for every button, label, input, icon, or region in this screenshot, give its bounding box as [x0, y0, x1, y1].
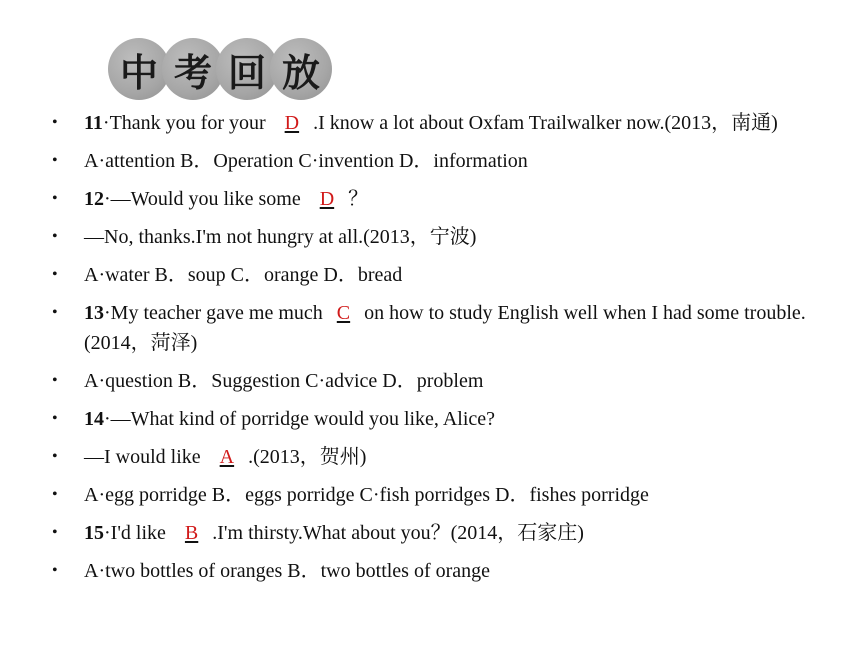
dialogue-12	[0, 222, 860, 252]
answer-text: C	[336, 302, 351, 324]
question-11	[0, 108, 860, 138]
question-number: 14	[84, 408, 104, 430]
question-list	[0, 108, 860, 594]
section-title	[108, 38, 324, 100]
bullet-icon: •	[52, 152, 58, 169]
bullet-icon: •	[52, 266, 58, 283]
options-text: A·egg porridge B．eggs porridge C·fish porridges D．fishes porridge	[84, 484, 649, 506]
question-text-tail: .I know a lot about Oxfam Trailwalker now.(2013，南通)	[313, 112, 778, 134]
answer-text: D	[284, 112, 300, 134]
question-number: 15	[84, 522, 104, 544]
title-char-4: 放	[270, 38, 332, 100]
title-char-1: 中	[108, 38, 170, 100]
bullet-icon: •	[52, 190, 58, 207]
bullet-icon: •	[52, 372, 58, 389]
dialogue-text-tail: .(2013，贺州)	[248, 446, 367, 468]
question-14	[0, 404, 860, 434]
answer-blank	[306, 184, 348, 214]
dialogue-text: —No, thanks.I'm not hungry at all.(2013，宁波)	[84, 226, 477, 248]
bullet-icon: •	[52, 114, 58, 131]
answer-blank	[206, 442, 248, 472]
question-12	[0, 184, 860, 214]
options-text: A·attention B．Operation C·invention D．information	[84, 150, 528, 172]
options-text: A·question B．Suggestion C·advice D．problem	[84, 370, 484, 392]
answer-text: A	[219, 446, 235, 468]
options-12	[0, 260, 860, 290]
question-text: ·—What kind of porridge would you like, Alice?	[104, 408, 496, 430]
question-15	[0, 518, 860, 548]
answer-blank	[271, 108, 313, 138]
options-14	[0, 480, 860, 510]
options-text: A·water B．soup C．orange D．bread	[84, 264, 403, 286]
question-text-tail: .I'm thirsty.What about you？(2014，石家庄)	[212, 522, 584, 544]
answer-blank	[323, 298, 364, 328]
answer-blank	[171, 518, 212, 548]
options-15	[0, 556, 860, 586]
dialogue-text: —I would like	[84, 446, 201, 468]
title-char-2: 考	[162, 38, 224, 100]
bullet-icon: •	[52, 228, 58, 245]
question-text: ·My teacher gave me much	[104, 302, 323, 324]
bullet-icon: •	[52, 304, 58, 321]
title-char-3: 回	[216, 38, 278, 100]
question-number: 13	[84, 302, 104, 324]
question-number: 11	[84, 112, 103, 134]
dialogue-14	[0, 442, 860, 472]
question-text-tail: ？	[348, 188, 369, 210]
options-11	[0, 146, 860, 176]
question-text: ·I'd like	[104, 522, 166, 544]
bullet-icon: •	[52, 410, 58, 427]
options-13	[0, 366, 860, 396]
question-number: 12	[84, 188, 104, 210]
question-text-tail: on how to study English well when I had some trouble.(2014，菏泽)	[84, 302, 806, 354]
options-text: A·two bottles of oranges B．two bottles of orange	[84, 560, 491, 582]
bullet-icon: •	[52, 562, 58, 579]
answer-text: D	[319, 188, 335, 210]
bullet-icon: •	[52, 524, 58, 541]
question-text: ·Thank you for your	[102, 112, 266, 134]
question-13	[0, 298, 860, 358]
question-text: ·—Would you like some	[104, 188, 301, 210]
bullet-icon: •	[52, 448, 58, 465]
answer-text: B	[184, 522, 199, 544]
bullet-icon: •	[52, 486, 58, 503]
